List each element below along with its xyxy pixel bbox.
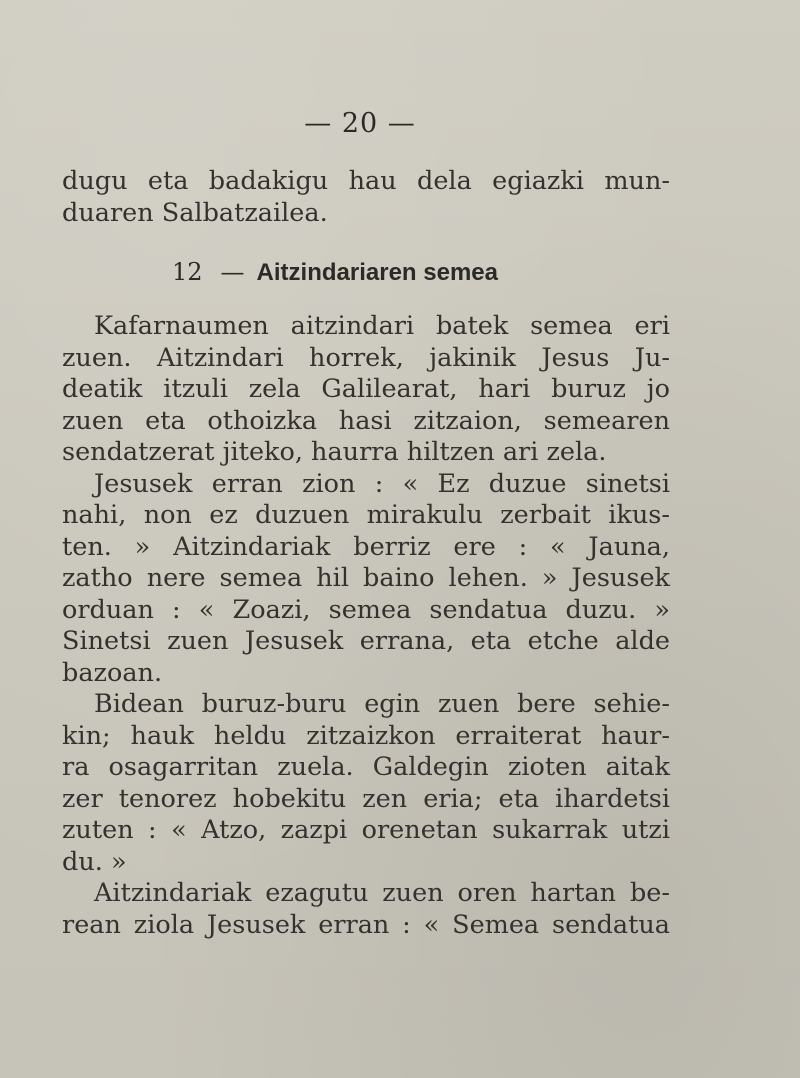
text-line: zuten : « Atzo, zazpi orenetan sukarrak utzi [62,815,670,845]
text-line: sendatzerat jiteko, haurra hiltzen ari zela. [62,437,607,467]
continued-text [62,166,670,229]
text-line: bazoan. [62,657,163,688]
text-line: du. » [62,846,127,877]
text-line: zatho nere semea hil baino lehen. » Jesusek [62,563,670,593]
paragraph-1 [62,311,670,469]
text-line: Aitzindariak ezagutu zuen oren hartan be- [94,878,670,908]
paragraph-2 [62,469,670,690]
paragraph-3 [62,689,670,878]
text-line: Bidean buruz-buru egin zuen bere sehie- [94,689,670,719]
text-line: ra osagarritan zuela. Galdegin zioten aitak [62,752,670,782]
text-line: kin; hauk heldu zitzaizkon erraiterat haur- [62,720,670,751]
text-line: rean ziola Jesusek erran : « Semea sendatua [62,909,670,940]
text-line: Jesusek erran zion : « Ez duzue sinetsi [94,468,670,499]
text-line: nahi, non ez duzuen mirakulu zerbait ikus- [62,500,670,530]
paragraph-4 [62,878,670,941]
text-line: orduan : « Zoazi, semea sendatua duzu. » [62,594,670,625]
text-line: deatik itzuli zela Galilearat, hari buruz jo [62,374,670,404]
text-line: Kafarnaumen aitzindari batek semea eri [94,311,670,341]
text-line: ten. » Aitzindariak berriz ere : « Jauna, [62,531,670,562]
section-dash: — [220,258,245,286]
text-line: duaren Salbatzailea. [62,197,328,228]
text-line: zuen. Aitzindari horrek, jakinik Jesus Ju- [62,342,670,373]
page-number: — 20 — [304,108,416,139]
text-line: zer tenorez hobekitu zen eria; eta ihardetsi [62,783,670,814]
section-heading [172,258,498,287]
text-line: Sinetsi zuen Jesusek errana, eta etche alde [62,626,670,656]
text-line: dugu eta badakigu hau dela egiazki mun- [62,166,670,196]
section-number: 12 [172,258,203,286]
section-body [62,311,670,941]
section-title: Aitzindariaren semea [256,259,498,286]
text-line: zuen eta othoizka hasi zitzaion, semearen [62,405,670,436]
